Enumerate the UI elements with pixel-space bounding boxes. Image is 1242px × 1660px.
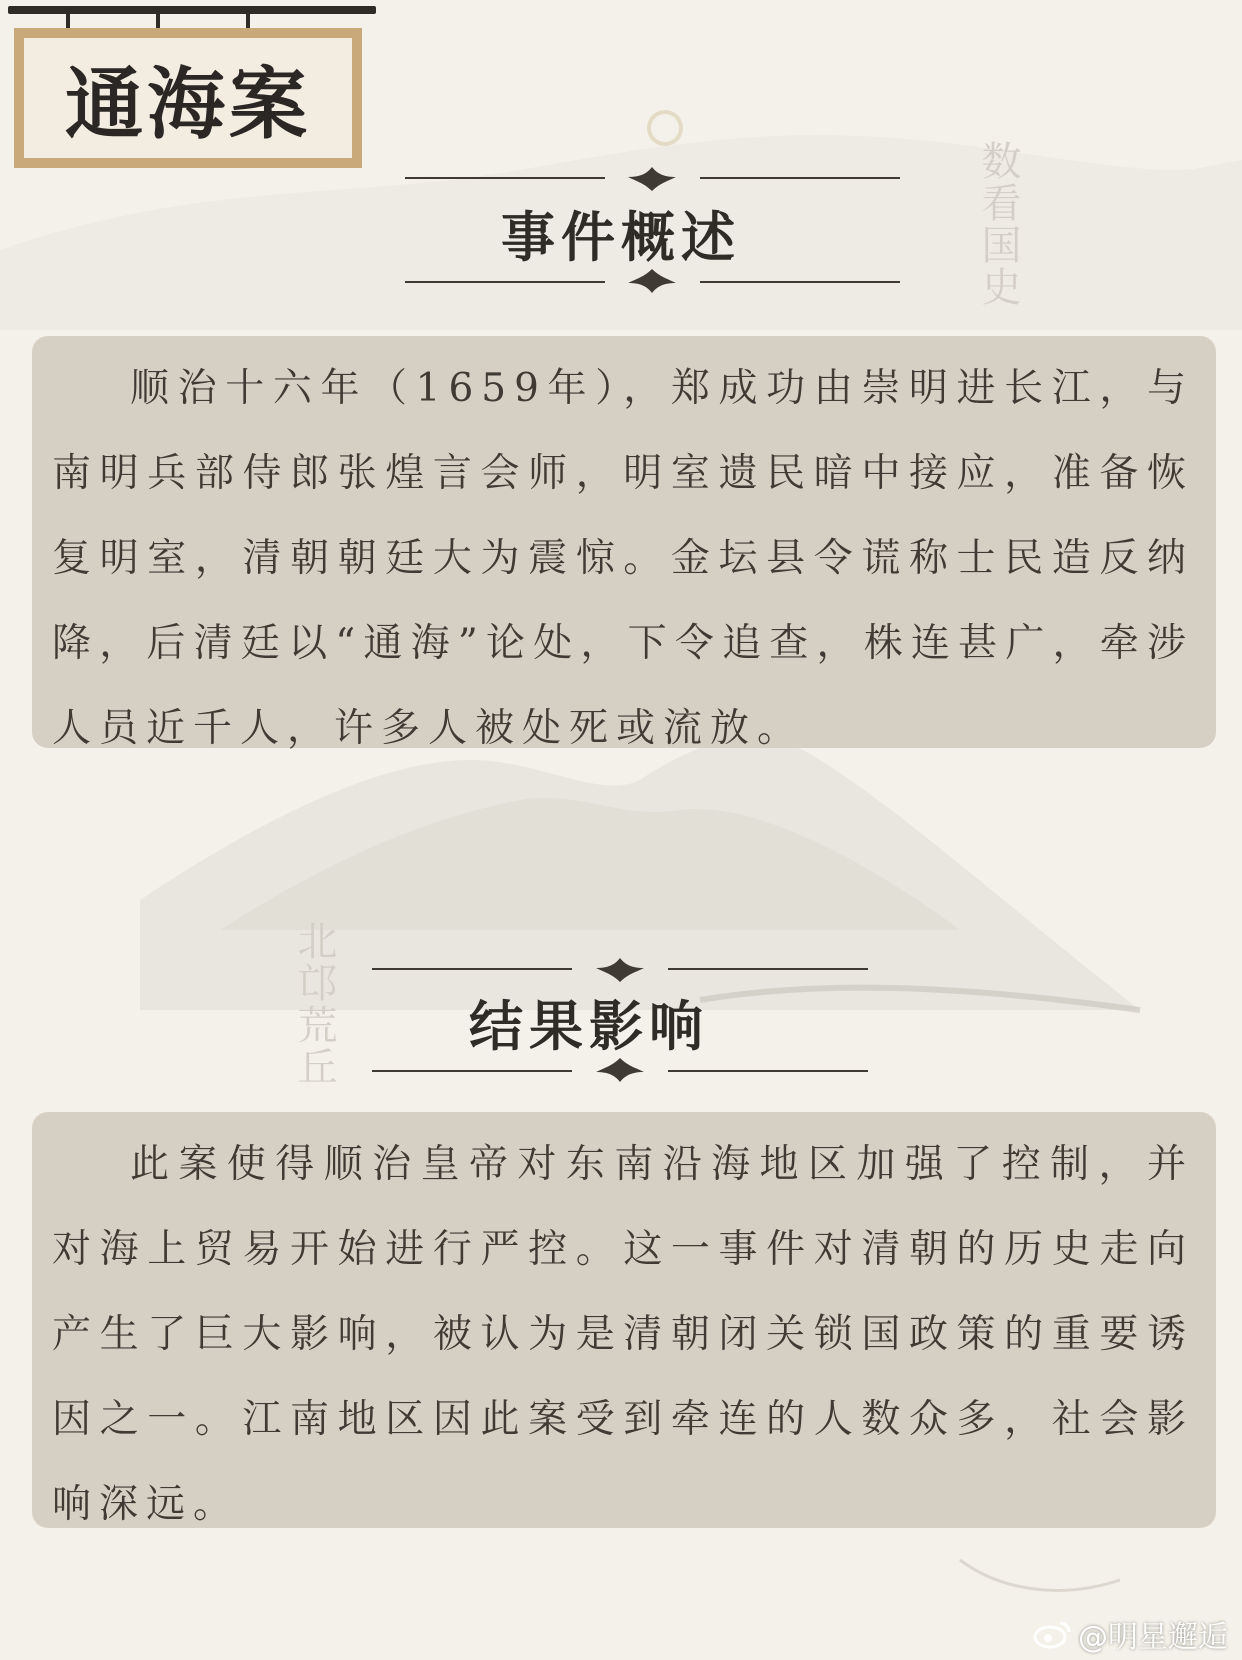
rule-bottom-right — [668, 1070, 868, 1072]
rule-bottom-left — [405, 281, 605, 283]
rule-bottom-right — [700, 281, 900, 283]
weibo-icon — [1032, 1619, 1072, 1649]
credit-text: @明星邂逅 — [1078, 1620, 1228, 1655]
rule-top-left — [372, 968, 572, 970]
ornament-top-icon — [588, 954, 652, 984]
ornament-bottom-icon — [588, 1056, 652, 1086]
rule-top-right — [700, 177, 900, 179]
section-heading-impact — [0, 948, 1242, 1088]
impact-panel — [32, 1112, 1216, 1528]
overview-panel — [32, 336, 1216, 751]
author-credit — [1032, 1612, 1228, 1656]
title-sign-inner — [24, 38, 352, 158]
section-title-overview: 事件概述 — [501, 206, 741, 269]
watermark-top-right: 数看国史 — [975, 140, 1021, 308]
sign-rail — [8, 6, 376, 14]
page-title: 通海案 — [64, 60, 311, 150]
overview-text: 顺治十六年（1659年），郑成功由崇明进长江，与南明兵部侍郎张煌言会师，明室遗民暗中接应，准备恢复明室，清朝朝廷大为震惊。金坛县令谎称士民造反纳降，后清廷以“通海”论处，下令追查，株连甚广，牵涉人员近千人，许多人被处死或流放。 — [52, 366, 1194, 751]
section-title-impact: 结果影响 — [469, 995, 709, 1058]
watermark-left-middle: 北邙荒丘 — [291, 920, 337, 1088]
title-sign — [14, 28, 362, 168]
rule-bottom-left — [372, 1070, 572, 1072]
section-heading-overview — [0, 155, 1242, 295]
rule-top-left — [405, 177, 605, 179]
ornament-top-icon — [620, 163, 684, 193]
rule-top-right — [668, 968, 868, 970]
ornament-bottom-icon — [620, 267, 684, 297]
impact-text: 此案使得顺治皇帝对东南沿海地区加强了控制，并对海上贸易开始进行严控。这一事件对清朝的历史走向产生了巨大影响，被认为是清朝闭关锁国政策的重要诱因之一。江南地区因此案受到牵连的人数众多，社会影响深远。 — [52, 1142, 1194, 1527]
